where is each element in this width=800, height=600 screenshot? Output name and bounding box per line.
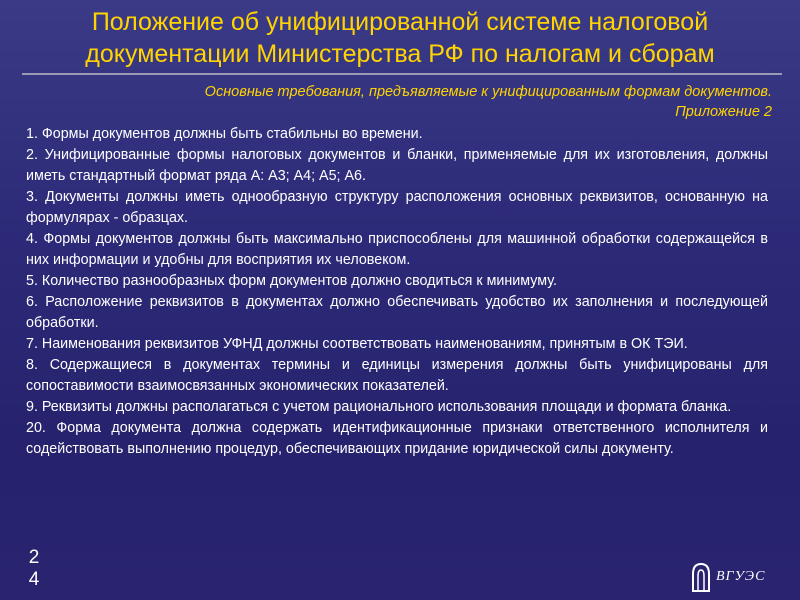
- list-item: 2. Унифицированные формы налоговых документов и бланки, применяемые для их изготовления, должны иметь стандартный формат ряда А: А3; А4; А5; А6.: [26, 147, 768, 184]
- page-number: [27, 547, 41, 591]
- subtitle-line-2: Приложение 2: [675, 104, 772, 120]
- logo-text: ВГУЭС: [716, 569, 766, 584]
- list-item: 1. Формы документов должны быть стабильны во времени.: [26, 126, 423, 142]
- list-item: 4. Формы документов должны быть максимально приспособлены для машинной обработки содержащейся в них информации и удобны для восприятия их человеком.: [26, 231, 768, 268]
- slide-title-line-1: Положение об унифицированной системе налоговой: [91, 8, 709, 36]
- list-item: 9. Реквизиты должны располагаться с учетом рационального использования площади и формата бланка.: [26, 399, 732, 415]
- list-item: 7. Наименования реквизитов УФНД должны соответствовать наименованиям, принятым в ОК ТЭИ.: [26, 336, 688, 352]
- list-item: 6. Расположение реквизитов в документах должно обеспечивать удобство их заполнения и последующей обработки.: [26, 294, 768, 331]
- slide-title-line-2: документации Министерства РФ по налогам и сборам: [85, 40, 715, 68]
- list-item: 8. Содержащиеся в документах термины и единицы измерения должны быть унифицированы для сопоставимости взаимосвязанных экономических показателей.: [26, 357, 768, 394]
- university-logo: [690, 562, 765, 592]
- slide-subtitle: [52, 82, 772, 122]
- requirements-list: [26, 124, 768, 460]
- page-number-digit-2: 4: [28, 569, 40, 590]
- list-item: 5. Количество разнообразных форм документов должно сводиться к минимуму.: [26, 273, 557, 289]
- list-item: 3. Документы должны иметь однообразную структуру расположения основных реквизитов, основанную на формулярах - образцах.: [26, 189, 768, 226]
- title-divider: [22, 73, 782, 75]
- page-number-digit-1: 2: [28, 547, 40, 568]
- subtitle-line-1: Основные требования, предъявляемые к унифицированным формам документов.: [204, 84, 772, 100]
- tower-logo-icon: [690, 562, 712, 592]
- slide-title: [20, 6, 780, 70]
- list-item: 20. Форма документа должна содержать идентификационные признаки ответственного исполнителя и содействовать выполнению процедур, обеспечивающих придание юридической силы документу.: [26, 420, 768, 457]
